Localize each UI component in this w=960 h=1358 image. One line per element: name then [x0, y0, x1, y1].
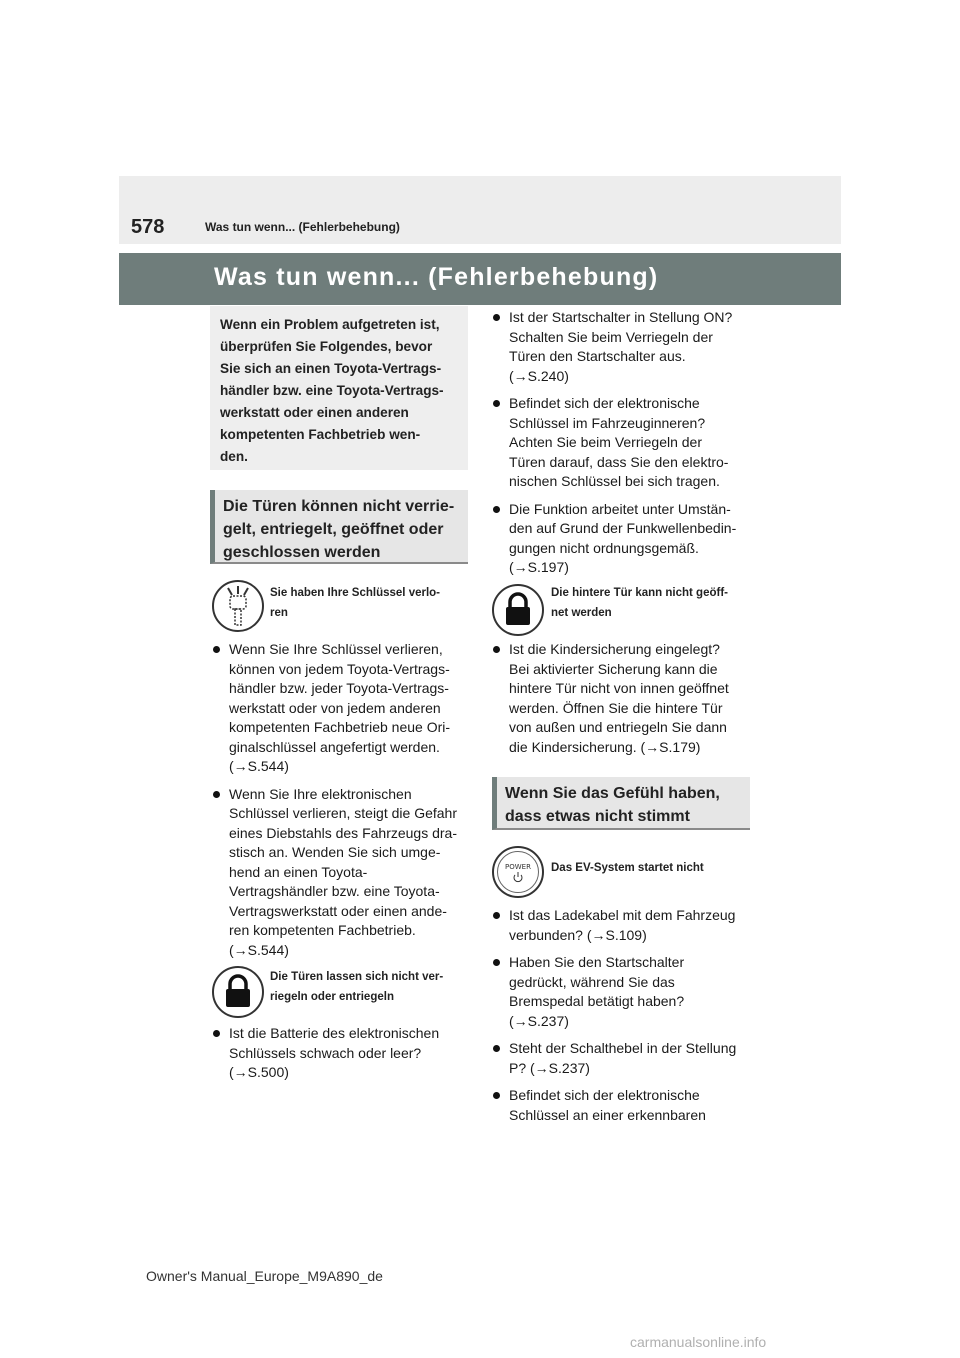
running-title: Was tun wenn... (Fehlerbehebung) [205, 220, 400, 234]
ev-system-heading: Das EV-System startet nicht [551, 862, 704, 874]
intro-text: Wenn ein Problem aufgetreten ist, überprüfen Sie Folgendes, bevor Sie sich an einen Toyota-Vertrags- händler bzw. eine Toyota-Vertrags- werkstatt oder einen anderen kompetenten Fachbetrieb wen- den. [220, 317, 444, 464]
intro-box [210, 306, 468, 470]
footer-manual-id: Owner's Manual_Europe_M9A890_de [146, 1268, 383, 1284]
power-button-label: POWER [505, 863, 531, 871]
list-item [492, 906, 754, 945]
list-item [212, 785, 472, 961]
list-item-text: Ist das Ladekabel mit dem Fahrzeug verbunden? (→S.109) [509, 907, 736, 943]
list-item-text: Ist die Batterie des elektronischen Schlüssels schwach oder leer? (→S.500) [229, 1025, 440, 1080]
list-item-text: Wenn Sie Ihre Schlüssel verlieren, können von jedem Toyota-Vertrags- händler bzw. jeder Toyota-Vertrags- werkstatt oder von jedem anderen kompetenten Fachbetrieb neue Ori- ginalschlüssel angefertigt werden. (→S.544) [229, 641, 451, 774]
list-item [492, 394, 754, 492]
lost-keys-bullets [212, 640, 472, 968]
list-item [492, 500, 754, 578]
page-number: 578 [131, 216, 165, 238]
list-item-text: Haben Sie den Startschalter gedrückt, während Sie das Bremspedal betätigt haben? (→S.237) [509, 954, 685, 1029]
lock-unlock-bullets-right [492, 308, 754, 586]
list-item-text: Ist die Kindersicherung eingelegt? Bei aktivierter Sicherung kann die hintere Tür nicht von innen geöffnet werden. Öffnen Sie die hintere Tür von außen und entriegeln Sie dann die Kindersicherung. (→S.179) [509, 641, 729, 755]
list-item [212, 640, 472, 777]
lost-key-icon [212, 580, 264, 632]
list-item-text: Die Funktion arbeitet unter Umstän- den auf Grund der Funkwellenbedin- gungen nicht ordnungsgemäß. (→S.197) [509, 500, 737, 575]
power-button-icon [492, 846, 544, 898]
list-item-text: Befindet sich der elektronische Schlüssel im Fahrzeuginneren? Achten Sie beim Verriegeln der Türen darauf, dass Sie den elektro- nischen Schlüssel bei sich tragen. [509, 395, 729, 489]
lost-keys-heading: Sie haben Ihre Schlüssel verlo- ren [270, 587, 441, 619]
list-item [492, 640, 754, 757]
section-heading-feeling [492, 777, 750, 830]
list-item-text: Befindet sich der elektronische Schlüssel an einer erkennbaren [509, 1087, 706, 1123]
section-heading-doors-text: Die Türen können nicht verrie- gelt, entriegelt, geöffnet oder geschlossen werden [223, 498, 455, 561]
list-item [492, 308, 754, 386]
list-item [492, 1039, 754, 1078]
list-item-text: Steht der Schalthebel in der Stellung P? (→S.237) [509, 1040, 737, 1076]
padlock-icon [492, 584, 544, 636]
rear-door-bullets [492, 640, 754, 765]
rear-door-heading: Die hintere Tür kann nicht geöff- net werden [551, 587, 728, 619]
list-item-text: Ist der Startschalter in Stellung ON? Schalten Sie beim Verriegeln der Türen den Startschalter aus. (→S.240) [509, 309, 733, 384]
section-heading-feeling-text: Wenn Sie das Gefühl haben, dass etwas nicht stimmt [505, 785, 720, 825]
section-heading-doors [210, 490, 468, 564]
watermark: carmanualsonline.info [630, 1334, 767, 1350]
lock-unlock-heading: Die Türen lassen sich nicht ver- riegeln oder entriegeln [270, 971, 444, 1003]
list-item-text: Wenn Sie Ihre elektronischen Schlüssel verlieren, steigt die Gefahr eines Diebstahls des Fahrzeugs dra- stisch an. Wenden Sie sich umge- hend an einen Toyota- Vertragshändler bzw. eine Toyota- Vertragswerkstatt oder einen ande- ren kompetenten Fachbetrieb. (→S.544) [229, 785, 458, 958]
padlock-icon [212, 966, 264, 1018]
lock-unlock-bullets-left [212, 1024, 472, 1091]
list-item [492, 953, 754, 1031]
list-item [492, 1086, 754, 1125]
chapter-title: Was tun wenn... (Fehlerbehebung) [214, 263, 659, 291]
ev-system-bullets [492, 906, 754, 1133]
list-item [212, 1024, 472, 1083]
